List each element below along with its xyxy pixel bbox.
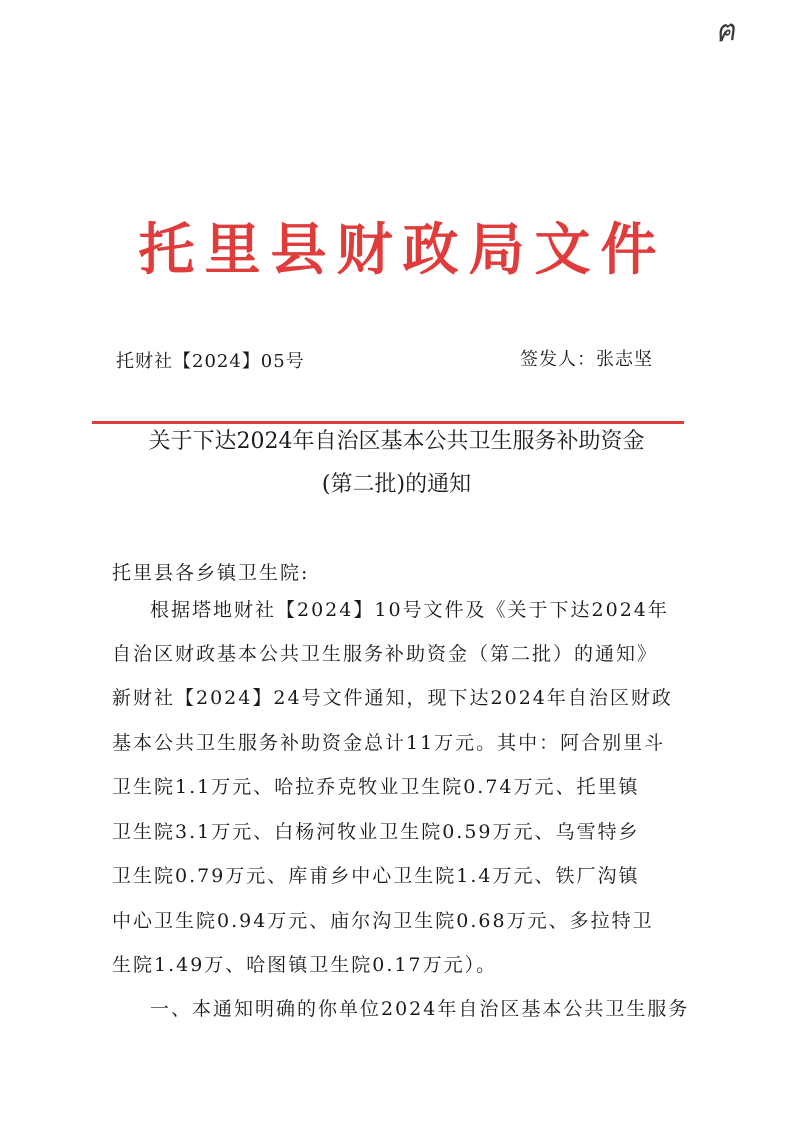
- document-header-title: 托里县财政局文件: [138, 217, 667, 283]
- body-line-10: 一、本通知明确的你单位2024年自治区基本公共卫生服务: [150, 998, 690, 1020]
- document-number: 托财社【2024】05号: [116, 351, 305, 372]
- body-line-3: 新财社【2024】24号文件通知，现下达2024年自治区财政: [112, 687, 673, 709]
- issuer-signature: 签发人：张志坚: [520, 349, 653, 370]
- notice-title-line-2: (第二批)的通知: [321, 472, 472, 497]
- handwritten-mark: ฅ: [713, 13, 735, 50]
- body-line-9: 生院1.49万、哈图镇卫生院0.17万元）。: [112, 954, 498, 976]
- notice-title-line-1: 关于下达2024年自治区基本公共卫生服务补助资金: [148, 429, 645, 454]
- body-line-2: 自治区财政基本公共卫生服务补助资金（第二批）的通知》: [112, 643, 659, 665]
- body-line-7: 卫生院0.79万元、库甫乡中心卫生院1.4万元、铁厂沟镇: [112, 865, 640, 887]
- addressee: 托里县各乡镇卫生院:: [112, 562, 310, 584]
- body-line-8: 中心卫生院0.94万元、庙尔沟卫生院0.68万元、多拉特卫: [112, 910, 654, 932]
- body-line-6: 卫生院3.1万元、白杨河牧业卫生院0.59万元、乌雪特乡: [112, 821, 640, 843]
- body-line-1: 根据塔地财社【2024】10号文件及《关于下达2024年: [150, 599, 669, 621]
- body-line-5: 卫生院1.1万元、哈拉乔克牧业卫生院0.74万元、托里镇: [112, 776, 640, 798]
- body-line-4: 基本公共卫生服务补助资金总计11万元。其中：阿合别里斗: [112, 732, 666, 754]
- red-separator-rule: [92, 421, 684, 424]
